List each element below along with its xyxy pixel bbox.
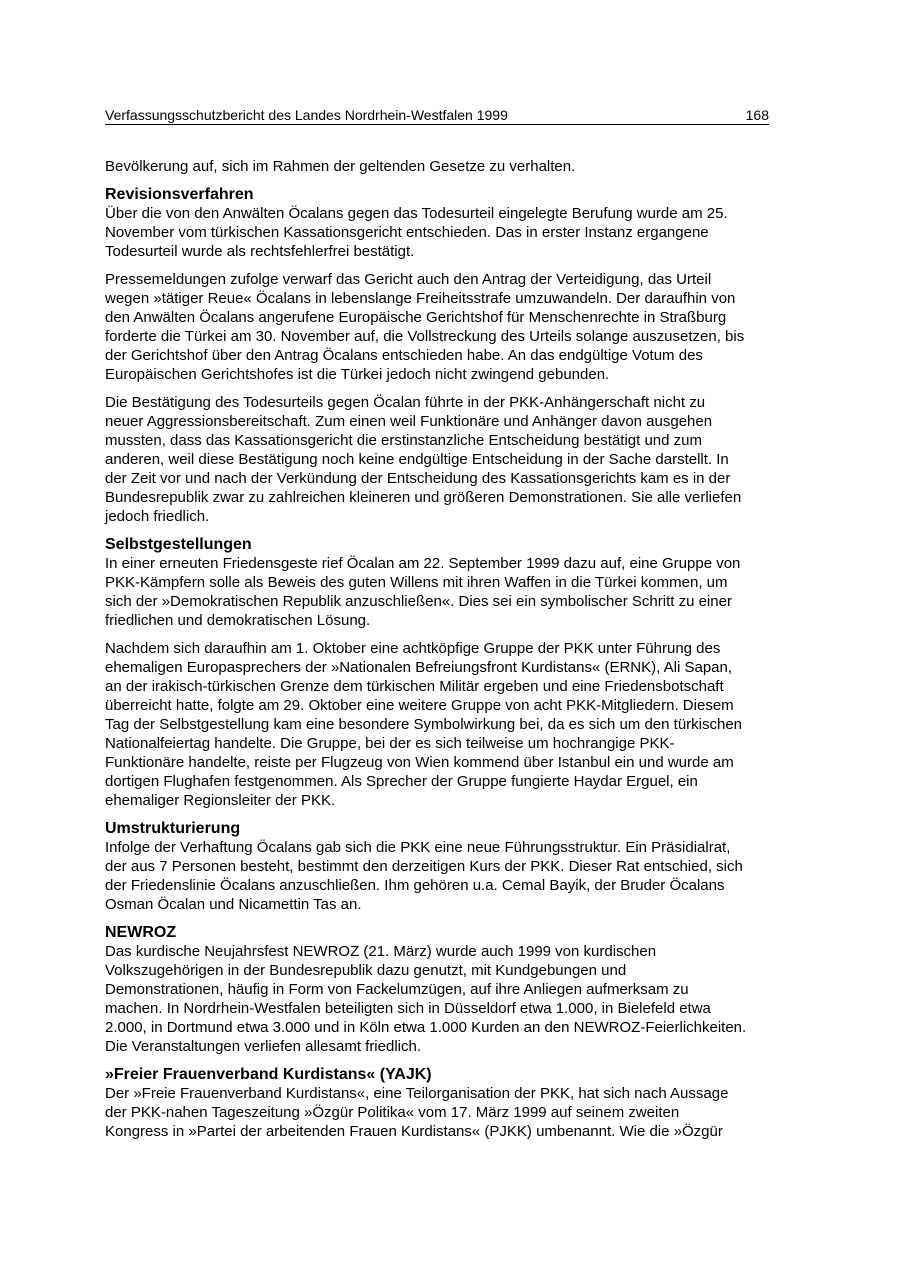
header-title: Verfassungsschutzbericht des Landes Nordrhein-Westfalen 1999 (105, 107, 508, 123)
document-body (105, 157, 800, 1150)
running-header (105, 107, 769, 125)
heading-yajk: »Freier Frauenverband Kurdistans« (YAJK) (105, 1066, 432, 1083)
page-number: 168 (745, 107, 769, 123)
paragraph-revisionsverfahren-1: Über die von den Anwälten Öcalans gegen das Todesurteil eingelegte Berufung wurde am 25. November vom türkischen Kassationsgericht entschieden. Das in erster Instanz ergangene Todesurteil wurde als rechtsfehlerfrei bestätigt. (105, 205, 728, 260)
paragraph-revisionsverfahren-2: Pressemeldungen zufolge verwarf das Gericht auch den Antrag der Verteidigung, das Urteil wegen »tätiger Reue« Öcalans in lebenslange Freiheitsstrafe umzuwandeln. Der daraufhin von den Anwälten Öcalans angerufene Europäische Gerichtshof für Menschenrechte in Straßburg forderte die Türkei am 30. November auf, die Vollstreckung des Urteils solange auszusetzen, bis der Gerichtshof über den Antrag Öcalans entschieden habe. An das endgültige Votum des Europäischen Gerichtshofes ist die Türkei jedoch nicht zwingend gebunden. (105, 271, 745, 383)
paragraph-selbstgestellungen-1: In einer erneuten Friedensgeste rief Öcalan am 22. September 1999 dazu auf, eine Gruppe von PKK-Kämpfern solle als Beweis des guten Willens mit ihren Waffen in die Türkei kommen, um sich der »Demokratischen Republik anzuschließen«. Dies sei ein symbolischer Schritt zu einer friedlichen und demokratischen Lösung. (105, 555, 741, 629)
paragraph-umstrukturierung-1: Infolge der Verhaftung Öcalans gab sich die PKK eine neue Führungsstruktur. Ein Präsidialrat, der aus 7 Personen besteht, bestimmt den derzeitigen Kurs der PKK. Dieser Rat entschied, sich der Friedenslinie Öcalans anzuschließen. Ihm gehören u.a. Cemal Bayik, der Bruder Öcalans Osman Öcalan und Nicamettin Tas an. (105, 839, 743, 913)
paragraph-newroz-1: Das kurdische Neujahrsfest NEWROZ (21. März) wurde auch 1999 von kurdischen Volkszugehörigen in der Bundesrepublik dazu genutzt, mit Kundgebungen und Demonstrationen, häufig in Form von Fackelumzügen, auf ihre Anliegen aufmerksam zu machen. In Nordrhein-Westfalen beteiligten sich in Düsseldorf etwa 1.000, in Bielefeld etwa 2.000, in Dortmund etwa 3.000 und in Köln etwa 1.000 Kurden an den NEWROZ-Feierlichkeiten. Die Veranstaltungen verliefen allesamt friedlich. (105, 943, 747, 1055)
heading-umstrukturierung: Umstrukturierung (105, 820, 241, 837)
paragraph-selbstgestellungen-2: Nachdem sich daraufhin am 1. Oktober eine achtköpfige Gruppe der PKK unter Führung des ehemaligen Europasprechers der »Nationalen Befreiungsfront Kurdistans« (ERNK), Ali Sapan, an der irakisch-türkischen Grenze dem türkischen Militär ergeben und eine Friedensbotschaft überreicht hatte, folgte am 29. Oktober eine weitere Gruppe von acht PKK-Mitgliedern. Diesem Tag der Selbstgestellung kam eine besondere Symbolwirkung bei, da es sich um den türkischen Nationalfeiertag handelte. Die Gruppe, bei der es sich teilweise um hochrangige PKK- Funktionäre handelte, reiste per Flugzeug von Wien kommend über Istanbul ein und wurde am dortigen Flughafen festgenommen. Als Sprecher der Gruppe fungierte Haydar Erguel, ein ehemaliger Regionsleiter der PKK. (105, 640, 743, 809)
heading-newroz: NEWROZ (105, 924, 177, 941)
heading-revisionsverfahren: Revisionsverfahren (105, 186, 254, 203)
paragraph-intro: Bevölkerung auf, sich im Rahmen der geltenden Gesetze zu verhalten. (105, 158, 576, 175)
paragraph-revisionsverfahren-3: Die Bestätigung des Todesurteils gegen Öcalan führte in der PKK-Anhängerschaft nicht zu neuer Aggressionsbereitschaft. Zum einen weil Funktionäre und Anhänger davon ausgehen mussten, dass das Kassationsgericht die erstinstanzliche Entscheidung bestätigt und zum anderen, weil diese Bestätigung noch keine endgültige Entscheidung in der Sache darstellt. In der Zeit vor und nach der Verkündung der Entscheidung des Kassationsgerichts kam es in der Bundesrepublik zwar zu zahlreichen kleineren und größeren Demonstrationen. Sie alle verliefen jedoch friedlich. (105, 394, 742, 525)
heading-selbstgestellungen: Selbstgestellungen (105, 536, 252, 553)
paragraph-yajk-1: Der »Freie Frauenverband Kurdistans«, eine Teilorganisation der PKK, hat sich nach Aussage der PKK-nahen Tageszeitung »Özgür Politika« vom 17. März 1999 auf seinem zweiten Kongress in »Partei der arbeitenden Frauen Kurdistans« (PJKK) umbenannt. Wie die »Özgür (105, 1085, 729, 1140)
